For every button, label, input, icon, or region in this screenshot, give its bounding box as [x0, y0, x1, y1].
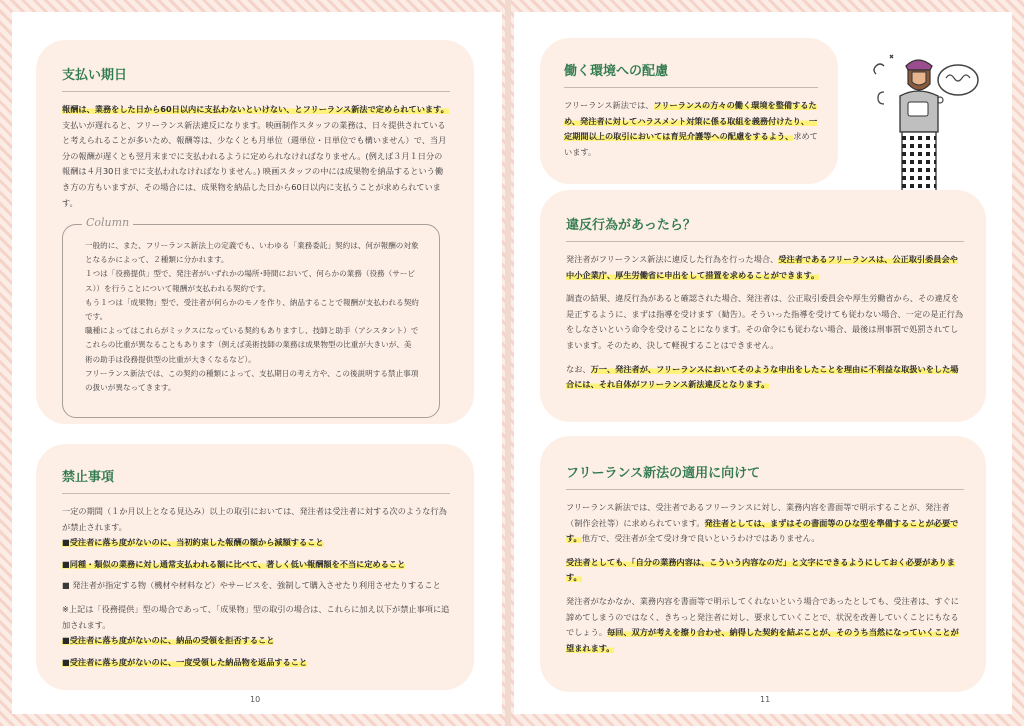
prohibited-item: ■受注者に落ち度がないのに、納品の受領を拒否すること: [62, 635, 275, 646]
column-label: Column: [82, 216, 133, 229]
page-gutter: [505, 0, 511, 726]
thought-bubble-icon: [932, 65, 978, 109]
payment-deadline-text: 報酬は、業務をした日から60日以内に支払わないといけない、とフリーランス新法で定められています。支払いが遅れると、フリーランス新法違反になります。映画制作スタッフの業務は、日々提供されていると考えられることが多いため、報酬等は、少なくとも月単位（週単位・日単位でも構いません）で、当月分の報酬が遅くとも翌月末までに支払われるように定められなければなりません。(例えば３月１日分の報酬は４月30日までに支払われなければなりません。) 映画スタッフの中には成果物を納品するという働き方の方もいますが、その場合には、成果物を納品した日から60日以内に支払うことが求められています。: [62, 104, 449, 208]
sparkle-icon: [874, 55, 893, 104]
prohibited-item: ■受注者に落ち度がないのに、一度受領した納品物を返品すること: [62, 656, 308, 667]
column-paragraph-1: 一般的に、また、フリーランス新法上の定義でも、いわゆる「業務委託」契約は、何が報酬の対象となるかによって、２種類に分かれます。: [85, 241, 419, 265]
prohibited-item: ■ 発注者が指定する物（機材や材料など）やサービスを、強制して購入させたり利用させたりすること: [62, 580, 441, 591]
prohibited-acts-title: 禁止事項: [62, 466, 450, 494]
page-left: [12, 12, 502, 714]
column-paragraph-5: フリーランス新法では、この契約の種類によって、支払期日の考え方や、この後説明する禁止事項の扱いが異なってきます。: [85, 368, 419, 393]
column-paragraph-4: 職種によってはこれらがミックスになっている契約もありますし、技師と助手（アシスタント）でこれらの比重が異なることもあります（例えば美術技師の業務は成果物型の比重が大きいが、美術の助手は役務提供型の比重が大きくなるなど）。: [85, 326, 419, 364]
page-right: [514, 12, 1012, 714]
application-paragraph-1: フリーランス新法では、受注者であるフリーランスに対し、業務内容を書面等で明示することが、発注者（制作会社等）に求められています。発注者としては、まずはその書面等のひな型を準備することが必要です。他方で、受注者が全て受け身で良いというわけではありません。: [566, 502, 959, 544]
work-environment-title: 働く環境への配慮: [564, 60, 818, 88]
work-environment-card: [540, 38, 838, 184]
prohibited-note: ※上記は「役務提供」型の場合であって、「成果物」型の取引の場合は、これらに加え以下が禁止事項に追加されます。: [62, 603, 450, 630]
page-number-left: 10: [250, 695, 261, 704]
violation-card: [540, 190, 986, 422]
application-title: フリーランス新法の適用に向けて: [566, 462, 964, 490]
violation-paragraph-1: 発注者がフリーランス新法に違反した行為を行った場合、受注者であるフリーランスは、公正取引委員会や中小企業庁、厚生労働省に申出をして措置を求めることができます。: [566, 254, 958, 280]
prohibited-acts-card: [36, 444, 474, 690]
prohibited-intro: 一定の期間（１か月以上となる見込み）以上の取引においては、発注者は受注者に対する次のような行為が禁止されます。: [62, 506, 447, 532]
column-paragraph-2: １つは「役務提供」型で、発注者がいずれかの場所･時間において、何らかの業務（役務（サービス））を行うことについて報酬が支払われる契約です。: [85, 269, 416, 293]
violation-title: 違反行為があったら？: [566, 214, 964, 242]
application-paragraph-2: 受注者としても、「自分の業務内容は、こういう内容なのだ」と文字にできるようにしておく必要があります。: [566, 556, 955, 583]
violation-paragraph-3: なお、万一、発注者が、フリーランスにおいてそのような申出をしたことを理由に不利益な取扱いをした場合には、それ自体がフリーランス新法違反となります。: [566, 363, 959, 390]
page-number-right: 11: [760, 695, 771, 704]
application-card: [540, 436, 986, 692]
prohibited-item: ■受注者に落ち度がないのに、当初約束した報酬の額から減額すること: [62, 537, 324, 548]
payment-deadline-card: [36, 40, 474, 424]
work-environment-text: フリーランス新法では、フリーランスの方々の働く環境を整備するため、発注者に対してハラスメント対策に係る取組を義務付けたり、一定期間以上の取引においては育児介護等への配慮をするよう、求めています。: [564, 100, 818, 157]
application-paragraph-3: 発注者がなかなか、業務内容を書面等で明示してくれないという場合であったとしても、受注者は、すぐに諦めてしまうのではなく、きちっと発注者に対し、要求していくことで、状況を改善していくことにもなるでしょう。毎回、双方が考えを擦り合わせ、納得した契約を結ぶことが、そのうち当然になっていくことが望まれます。: [566, 595, 959, 653]
violation-paragraph-2: 調査の結果、違反行為があると確認された場合、発注者は、公正取引委員会や厚生労働省から、その違反を是正するように、まずは指導を受けます（勧告）。そういった指導を受けても従わない場合、一定の是正行為をしなさいという命令を受けることになります。その命令にも従わない場合、最後は刑事罰で処罰されてしまいます。そのため、決して軽視することはできません。: [566, 293, 964, 350]
prohibited-item: ■同種・類似の業務に対し通常支払われる額に比べて、著しく低い報酬額を不当に定めること: [62, 558, 406, 569]
column-box: [62, 224, 440, 418]
payment-deadline-title: 支払い期日: [62, 64, 450, 92]
column-paragraph-3: もう１つは「成果物」型で、受注者が何らかのモノを作り、納品することで報酬が支払われる契約です。: [85, 297, 419, 322]
